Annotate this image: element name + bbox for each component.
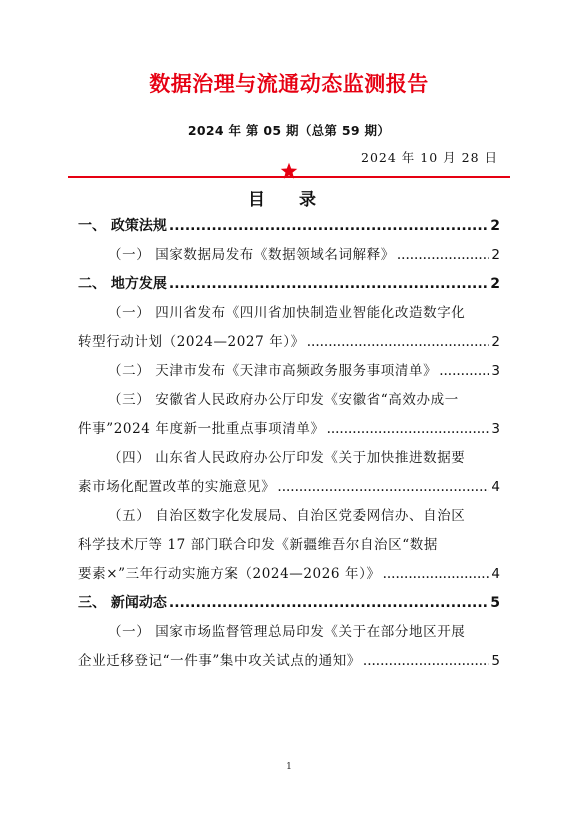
dot-leader bbox=[383, 560, 490, 589]
toc-item[interactable] bbox=[78, 299, 500, 357]
issue-number: 2024 年 第 05 期（总第 59 期） bbox=[187, 123, 391, 138]
toc-item-text-cont: 件事”2024 年度新一批重点事项清单》 bbox=[78, 421, 325, 437]
toc-page-number: 2 bbox=[491, 334, 500, 350]
page-number: 1 bbox=[286, 762, 292, 772]
issue-date: 2024 年 10 月 28 日 bbox=[361, 150, 498, 165]
toc-item-text-cont: 要素×”三年行动实施方案（2024—2026 年）》 bbox=[78, 566, 381, 582]
star-icon bbox=[280, 162, 298, 180]
dot-leader bbox=[277, 473, 489, 502]
toc-item-text-cont: 素市场化配置改革的实施意见》 bbox=[78, 479, 276, 495]
toc-page-number: 4 bbox=[491, 479, 500, 495]
dot-leader bbox=[169, 589, 488, 618]
table-of-contents bbox=[78, 212, 500, 676]
dot-leader bbox=[397, 241, 490, 270]
toc-page-number: 3 bbox=[491, 363, 500, 379]
toc-page-number: 5 bbox=[491, 653, 500, 669]
toc-item-text: （五） 自治区数字化发展局、自治区党委网信办、自治区 bbox=[108, 508, 466, 524]
toc-item[interactable] bbox=[78, 502, 500, 589]
toc-page-number: 2 bbox=[491, 247, 500, 263]
toc-section-label: 三、 新闻动态 bbox=[78, 595, 167, 611]
toc-heading: 目 录 bbox=[248, 190, 330, 210]
toc-item[interactable] bbox=[78, 241, 500, 270]
toc-item[interactable] bbox=[78, 618, 500, 676]
toc-page-number: 5 bbox=[490, 595, 500, 611]
dot-leader bbox=[169, 270, 488, 299]
toc-item-text: （三） 安徽省人民政府办公厅印发《安徽省“高效办成一 bbox=[108, 392, 459, 408]
toc-section-label: 一、 政策法规 bbox=[78, 218, 167, 234]
toc-section-policy[interactable] bbox=[78, 212, 500, 241]
toc-item-text: （一） 国家市场监督管理总局印发《关于在部分地区开展 bbox=[108, 624, 466, 640]
dot-leader bbox=[439, 357, 489, 386]
toc-section-label: 二、 地方发展 bbox=[78, 276, 167, 292]
toc-page-number: 2 bbox=[490, 218, 500, 234]
toc-item-text-cont: 科学技术厅等 17 部门联合印发《新疆维吾尔自治区“数据 bbox=[78, 537, 438, 553]
dot-leader bbox=[327, 415, 490, 444]
toc-page-number: 3 bbox=[491, 421, 500, 437]
toc-page-number: 2 bbox=[490, 276, 500, 292]
dot-leader bbox=[363, 647, 490, 676]
toc-section-local[interactable] bbox=[78, 270, 500, 299]
toc-item-text-cont: 企业迁移登记“一件事”集中攻关试点的通知》 bbox=[78, 653, 361, 669]
report-title: 数据治理与流通动态监测报告 bbox=[149, 71, 429, 96]
toc-item[interactable] bbox=[78, 386, 500, 444]
toc-section-news[interactable] bbox=[78, 589, 500, 618]
toc-page-number: 4 bbox=[491, 566, 500, 582]
toc-item-text: （一） 国家数据局发布《数据领域名词解释》 bbox=[108, 247, 395, 263]
toc-item-text: （二） 天津市发布《天津市高频政务服务事项清单》 bbox=[108, 363, 438, 379]
dot-leader bbox=[169, 212, 488, 241]
toc-item-text: （四） 山东省人民政府办公厅印发《关于加快推进数据要 bbox=[108, 450, 466, 466]
toc-item[interactable] bbox=[78, 444, 500, 502]
toc-item-text: （一） 四川省发布《四川省加快制造业智能化改造数字化 bbox=[108, 305, 466, 321]
toc-item[interactable] bbox=[78, 357, 500, 386]
dot-leader bbox=[307, 328, 490, 357]
toc-item-text-cont: 转型行动计划（2024—2027 年）》 bbox=[78, 334, 305, 350]
